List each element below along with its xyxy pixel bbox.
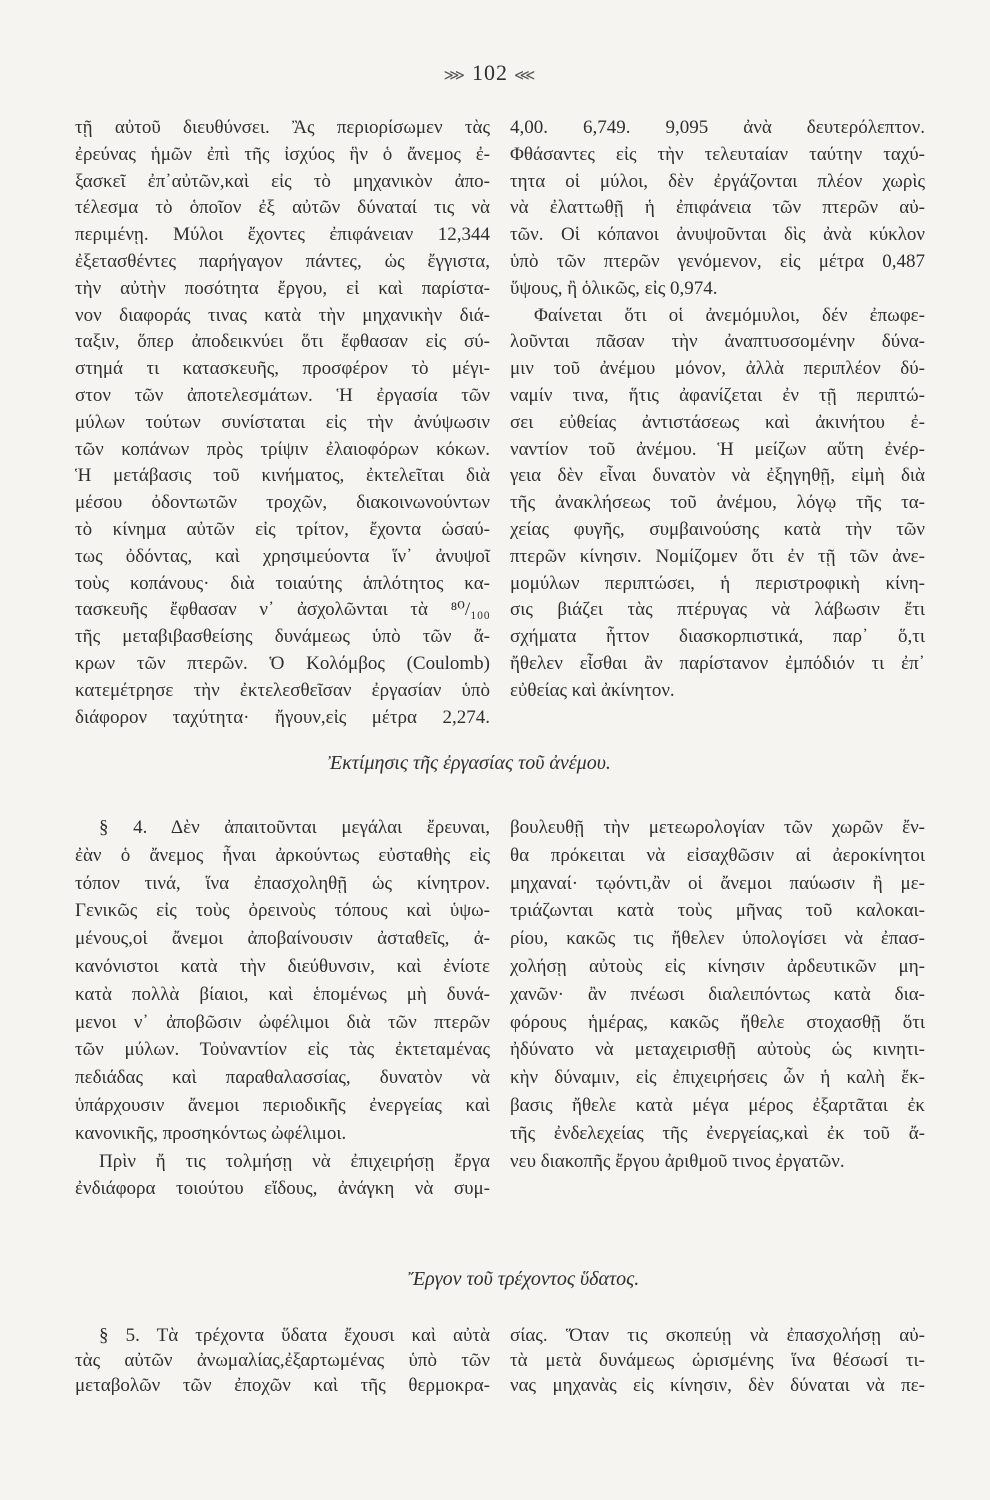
text-line: μενοι ν᾽ ἀποβῶσιν ὠφέλιμοι διὰ τῶν πτερῶν [75,1011,490,1033]
text-line: χανῶν· ἂν πνέωσι διαλειπόντως κατὰ δια- [510,983,925,1005]
text-line: Φαίνεται ὅτι οἱ ἀνεμόμυλοι, δέν ἐπωφε- [534,304,925,326]
text-line: σίας. Ὅταν τις σκοπεύῃ νὰ ἐπασχολήσῃ αὐ- [510,1325,925,1346]
section-1-left-column [75,115,490,731]
text-line: ναμίν τινα, ἥτις ἀφανίζεται ἐν τῇ περιπτώ- [510,384,925,406]
section-2-right-column [510,814,925,1175]
text-line: κατὰ πολλὰ βίαιοι, καὶ ἑπομένως μὴ δυνά- [75,983,490,1005]
text-line: ὑπάρχουσιν ἄνεμοι περιοδικῆς ἐνεργείας καὶ [75,1094,490,1116]
text-line: τὸ κίνημα αὐτῶν εἰς τρίτον, ἔχοντα ὡσαύ- [75,518,490,540]
text-line: τως ὀδόντας, καὶ χρησιμεύοντα ἵν᾽ ἀνυψοῖ [75,545,490,567]
text-line: νας μηχανὰς εἰς κίνησιν, δὲν δύναται νὰ πε- [510,1375,925,1396]
text-line: διάφορον ταχύτητα· ἤγουν,εἰς μέτρα 2,274. [75,706,490,728]
text-line: μέσου ὀδοντωτῶν τροχῶν, διακοινωνούντων [75,492,490,514]
section-3-left-column [75,1323,490,1398]
text-line: μένους,οἱ ἄνεμοι ἀποβαίνουσιν ἀσταθεῖς, ἀ- [75,928,490,950]
text-line: τητα οἱ μύλοι, δὲν ἐργάζονται πλέον χωρὶς [510,170,925,192]
text-line: τασκευῆς ἔφθασαν ν᾽ ἀσχολῶνται τὰ ⁸⁰/₁₀₀ [75,599,490,621]
paragraph [75,814,490,1148]
text-line: τοὺς κοπάνους· διὰ τοιαύτης ἁπλότητος κα- [75,572,490,594]
text-line: ἐνδιάφορα τοιούτου εἴδους, ἀνάγκη νὰ συμ- [75,1178,490,1200]
text-line: τῆς μεταβιβασθείσης δυνάμεως ὑπὸ τῶν ἄ- [75,626,490,648]
text-line: φόρους ἡμέρας, κακῶς ἤθελε στοχασθῇ ὅτι [510,1011,925,1033]
text-line: μεταβολῶν τῶν ἐποχῶν καὶ τῆς θερμοκρα- [75,1375,490,1396]
ornament-right-icon: ⋘ [514,68,537,84]
text-line: τῶν κοπάνων πρὸς τρίψιν ἐλαιοφόρων κόκων. [75,438,490,460]
text-line: μομύλων περιπτώσει, ἡ περιστροφικὴ κίνη- [510,572,925,594]
text-line: σχήματα ἧττον διασκορπιστικά, παρ᾽ ὅ,τι [510,626,925,648]
text-line: βασις ἤθελε κατὰ μέγα μέρος ἐξαρτᾶται ἐκ [510,1094,925,1116]
paragraph [510,1323,925,1398]
text-line: στον τῶν ἀποτελεσμάτων. Ἡ ἐργασία τῶν [75,384,490,406]
text-line: χολήσῃ αὐτοὺς εἰς κίνησιν ἀρδευτικῶν μη- [510,955,925,977]
text-line: κὴν δύναμιν, εἰς ἐπιχειρήσεις ὧν ἡ καλὴ ἔκ- [510,1067,925,1089]
text-line: τόπον τινά, ἵνα ἐπασχοληθῇ ὡς κίνητρον. [75,872,490,894]
text-line: πεδιάδας καὶ παραθαλασσίας, δυνατὸν νὰ [75,1067,490,1089]
text-line: σις βιάζει τὰς πτέρυγας νὰ λάβωσιν ἔτι [510,599,925,621]
text-line: § 4. Δὲν ἀπαιτοῦνται μεγάλαι ἔρευναι, [99,817,490,838]
text-line: Πρὶν ἤ τις τολμήσῃ νὰ ἐπιχειρήσῃ ἔργα [99,1150,490,1172]
paragraph [510,115,925,303]
text-line: σει εὐθείας ἀντιστάσεως καὶ ἀκινήτου ἐ- [510,411,925,433]
text-line: ἠδύνατο νὰ μεταχειρισθῇ αὐτοὺς ὡς κινητι- [510,1039,925,1061]
text-line: τέλεσμα τὸ ὁποῖον ἐξ αὐτῶν δύναταί τις νὰ [75,197,490,219]
section-1-right-column [510,115,925,705]
section-heading-wind-work: Ἐκτίμησις τῆς ἐργασίας τοῦ ἀνέμου. [328,752,611,774]
paragraph [510,303,925,705]
paragraph [510,814,925,1175]
text-line: Ἡ μετάβασις τοῦ κινήματος, ἐκτελεῖται διὰ [75,465,490,487]
text-line: κανόνιστοι κατὰ τὴν διεύθυνσιν, καὶ ἐνίοτε [75,955,490,977]
text-line: μιν τοῦ ἀνέμου μόνον, ἀλλὰ περιπλέον δύ- [510,358,925,380]
text-line: τῇ αὐτοῦ διευθύνσει. Ἂς περιορίσωμεν τὰς [75,117,490,138]
text-line: ἐὰν ὁ ἄνεμος ἦναι ἀρκούντως εὐσταθὴς εἰς [75,844,490,866]
text-line: νευ διακοπῆς ἔργου ἀριθμοῦ τινος ἐργατῶν. [510,1150,845,1172]
text-line: μύλων τούτων συνίσταται εἰς τὴν ἀνύψωσιν [75,411,490,433]
section-heading-water-work: Ἔργον τοῦ τρέχοντος ὕδατος. [408,1268,640,1290]
text-line: § 5. Τὰ τρέχοντα ὕδατα ἔχουσι καὶ αὐτὰ [99,1325,490,1346]
text-line: χείας φυγῆς, συμβαινούσης κατὰ τὴν τῶν [510,518,925,540]
text-line: πτερῶν κίνησιν. Νομίζομεν ὅτι ἐν τῇ τῶν ἀνε- [510,545,925,567]
paragraph [75,115,490,731]
text-line: τὰς αὐτῶν ἀνωμαλίας,ἐξαρτωμένας ὑπὸ τῶν [75,1350,490,1371]
paragraph [75,1323,490,1398]
page-number: 102 [472,60,508,85]
text-line: ὑπὸ τῶν πτερῶν γενόμενον, εἰς μέτρα 0,487 [510,250,925,272]
text-line: ταξιν, ὅπερ ἀποδεικνύει ὅτι ἔφθασαν εἰς σύ- [75,331,490,353]
text-line: Φθάσαντες εἰς τὴν τελευταίαν ταύτην ταχύ- [510,143,925,165]
text-line: θα πρόκειται νὰ εἰσαχθῶσιν αἱ ἀεροκίνητοι [510,844,925,866]
text-line: ἐξετασθέντες παρήγαγον πάντες, ὡς ἔγγιστα, [75,250,490,272]
text-line: τῶν. Οἱ κόπανοι ἀνυψοῦνται δὶς ἀνὰ κύκλον [510,224,925,246]
text-line: ρίου, κακῶς τις ἤθελεν ὑπολογίσει νὰ ἐπασ- [510,928,925,950]
ornament-left-icon: ⋙ [443,68,466,84]
page-header [0,60,980,86]
text-line: εὐθείας καὶ ἀκίνητον. [510,679,675,701]
text-line: κρων τῶν πτερῶν. Ὁ Κολόμβος (Coulomb) [75,652,490,674]
text-line: ναντίον τοῦ ἀνέμου. Ἡ μείζων αὕτη ἐνέρ- [510,438,925,460]
text-line: ξασκεῖ ἐπ᾽αὐτῶν,καὶ εἰς τὸ μηχανικὸν ἀπο- [75,170,490,192]
text-line: τῶν μύλων. Τοὐναντίον εἰς τὰς ἐκτεταμένας [75,1039,490,1061]
text-line: μηχαναί· τῳόντι,ἂν οἱ ἄνεμοι παύωσιν ἢ με- [510,872,925,894]
text-line: 4,00. 6,749. 9,095 ἀνὰ δευτερόλεπτον. [510,117,925,138]
text-line: βουλευθῇ τὴν μετεωρολογίαν τῶν χωρῶν ἔν- [510,817,925,838]
text-line: ἐρεύνας ἡμῶν ἐπὶ τῆς ἰσχύος ἣν ὁ ἄνεμος ἐ- [75,143,490,165]
text-line: τὴν αὐτὴν ποσότητα ἔργου, εἰ καὶ παρίστα- [75,277,490,299]
text-line: ἤθελεν εἶσθαι ἂν παρίστανον ἐμπόδιόν τι ἐπ᾽ [510,652,925,674]
text-line: γεια δὲν εἶναι δυνατὸν νὰ ἐξηγηθῇ, εἰμὴ διὰ [510,465,925,487]
text-line: κατεμέτρησε τὴν ἐκτελεσθεῖσαν ἐργασίαν ὑπὸ [75,679,490,701]
section-2-left-column [75,814,490,1203]
text-line: στημά τι κατασκευῆς, προσφέρον τὸ μέγι- [75,358,490,380]
paragraph [75,1148,490,1204]
text-line: περιμένῃ. Μύλοι ἔχοντες ἐπιφάνειαν 12,344 [75,224,490,246]
text-line: λοῦνται πᾶσαν τὴν ἀναπτυσσομένην δύνα- [510,331,925,353]
text-line: τῆς ἐνδελεχείας τῆς ἐνεργείας,καὶ ἐκ τοῦ ἄ- [510,1122,925,1144]
text-line: ὕψους, ἢ ὁλικῶς, εἰς 0,974. [510,277,718,299]
text-line: τῆς ἀνακλήσεως τοῦ ἀνέμου, λόγῳ τῆς τα- [510,492,925,514]
text-line: τριάζωνται κατὰ τοὺς μῆνας τοῦ καλοκαι- [510,900,925,922]
text-line: κανονικῆς, προσηκόντως ὠφέλιμοι. [75,1122,347,1144]
text-line: Γενικῶς εἰς τοὺς ὀρεινοὺς τόπους καὶ ὑψω- [75,900,490,922]
text-line: τὰ μετὰ δυνάμεως ὡρισμένης ἵνα θέσωσί τι- [510,1350,925,1371]
text-line: νον διαφοράς τινας κατὰ τὴν μηχανικὴν διά- [75,304,490,326]
section-3-right-column [510,1323,925,1398]
text-line: νὰ ἐλαττωθῇ ἡ ἐπιφάνεια τῶν πτερῶν αὐ- [510,197,925,219]
